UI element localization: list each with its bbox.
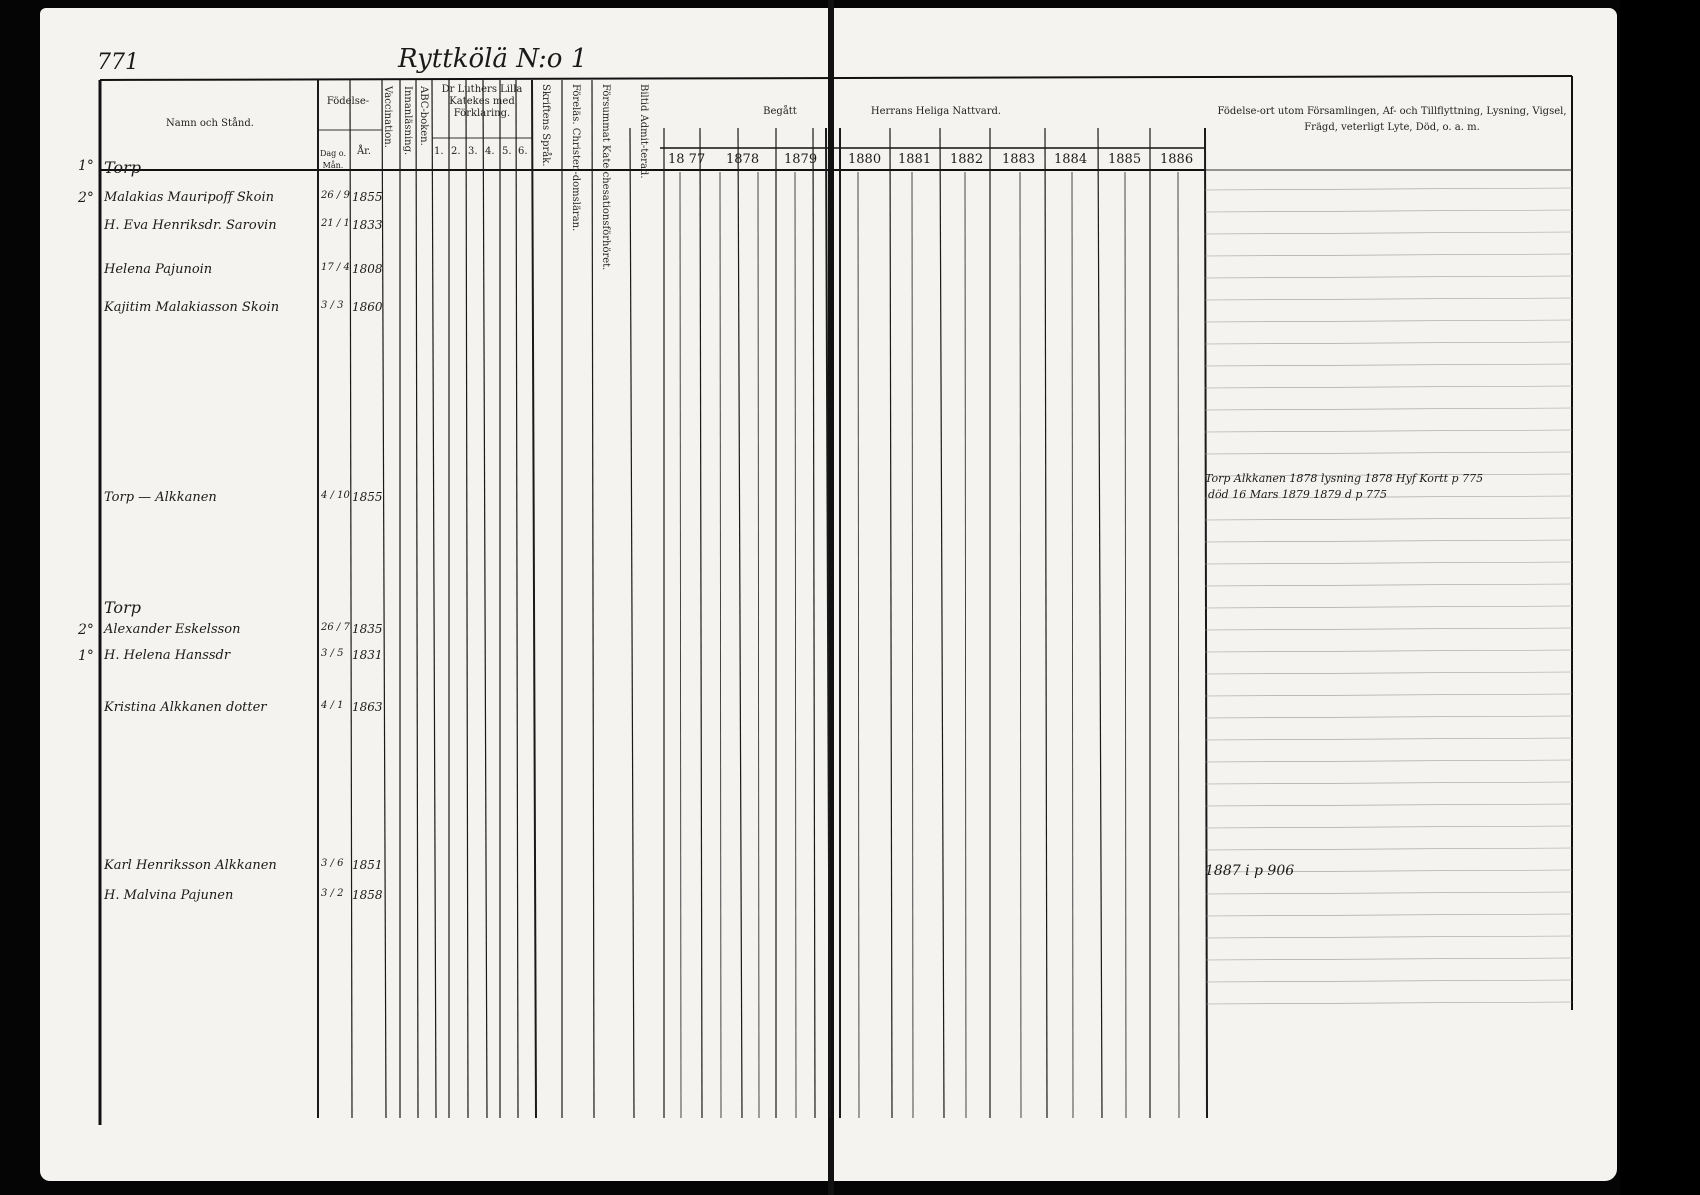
column-rule [826, 128, 830, 1118]
catechism-number: 4. [485, 146, 495, 157]
column-rule [1045, 128, 1047, 1118]
column-rule [516, 80, 518, 1118]
header-birth-day: Dag o. Mån. [319, 149, 347, 170]
year-cell: 1881 [898, 152, 932, 167]
remarks-ruled-line [1205, 386, 1572, 388]
remarks-ruled-line [1205, 210, 1572, 212]
remarks-ruled-line [1205, 628, 1572, 630]
remarks-ruled-line [1205, 364, 1572, 366]
column-rule [416, 80, 418, 1118]
subcolumn-rule [1178, 172, 1179, 1118]
entry-birth-day: 4 / 1 [321, 700, 344, 711]
entry-birth-year: 1833 [352, 218, 383, 232]
subcolumn-rule [912, 172, 913, 1118]
village-title: Ryttkölä N:o 1 [398, 44, 588, 74]
remarks-ruled-line [1205, 672, 1572, 674]
year-cell: 1885 [1108, 152, 1142, 167]
entry-name: Torp [104, 598, 141, 617]
entry-birth-year: 1858 [352, 888, 383, 902]
column-rule [532, 80, 536, 1118]
header-reading: Innanläsning. [402, 86, 413, 156]
entry-mark: 2° [78, 622, 94, 638]
catechism-number: 5. [502, 146, 512, 157]
page-number: 771 [97, 50, 139, 75]
catechism-number: 3. [468, 146, 478, 157]
year-cell: 1886 [1160, 152, 1194, 167]
remarks-ruled-line [1205, 188, 1572, 190]
subcolumn-rule [758, 172, 759, 1118]
remarks-ruled-line [1205, 826, 1572, 828]
entry-mark: 1° [78, 648, 94, 664]
column-rule [700, 128, 702, 1118]
entry-birth-day: 17 / 4 [321, 262, 350, 273]
remarks-ruled-line [1205, 958, 1572, 960]
entry-mark: 1° [78, 158, 94, 174]
column-rule [890, 128, 892, 1118]
entry-birth-year: 1860 [352, 300, 383, 314]
header-vaccination: Vaccination. [382, 86, 393, 148]
entry-birth-day: 3 / 3 [321, 300, 344, 311]
subcolumn-rule [858, 172, 859, 1118]
catechism-number: 1. [434, 146, 444, 157]
column-rule [813, 128, 815, 1118]
remarks-ruled-line [1205, 584, 1572, 586]
remarks-ruled-line [1205, 276, 1572, 278]
column-rule [350, 80, 352, 1118]
column-rule [1098, 128, 1102, 1118]
remarks-ruled-line [1205, 760, 1572, 762]
entry-birth-year: 1855 [352, 490, 383, 504]
remarks-ruled-line [1205, 452, 1572, 454]
column-rule [466, 80, 468, 1118]
entry-birth-year: 1831 [352, 648, 383, 662]
year-cell: 18 77 [668, 152, 706, 167]
header-doctrine: Föreläs. Christen-domsläran. [570, 84, 581, 232]
remark-line-2: död 16 Mars 1879 1879 d p 775 [1208, 488, 1387, 501]
entry-name: Torp — Alkkanen [104, 490, 217, 505]
header-begatt: Begått [763, 106, 797, 117]
entry-name: Kristina Alkkanen dotter [104, 700, 267, 715]
remarks-ruled-line [1205, 892, 1572, 894]
entry-mark: 2° [78, 190, 94, 206]
year-cell: 1884 [1054, 152, 1088, 167]
subcolumn-rule [680, 172, 681, 1118]
entry-birth-year: 1851 [352, 858, 383, 872]
entry-birth-year: 1855 [352, 190, 383, 204]
header-birth: Födelse- [326, 96, 370, 107]
entry-name: H. Eva Henriksdr. Sarovin [104, 218, 277, 233]
remarks-ruled-line [1205, 430, 1572, 432]
year-cell: 1880 [848, 152, 882, 167]
header-remarks: Födelse-ort utom Församlingen, Af- och Tillflyttning, Lysning, Vigsel, Frägd, veterligt Lyte, Död, o. a. m. [1217, 106, 1567, 133]
header-missed: Försummat Kate-chesationsförhöret. [600, 84, 611, 271]
entry-birth-day: 3 / 2 [321, 888, 344, 899]
remarks-ruled-line [1205, 298, 1572, 300]
entry-name: Helena Pajunoin [104, 262, 213, 277]
entry-name: Karl Henriksson Alkkanen [104, 858, 277, 873]
entry-birth-day: 3 / 5 [321, 648, 344, 659]
column-rule [738, 128, 742, 1118]
remarks-ruled-line [1205, 936, 1572, 938]
entry-birth-day: 26 / 7 [321, 622, 350, 633]
column-rule [592, 80, 594, 1118]
entry-birth-year: 1835 [352, 622, 383, 636]
frame-top [100, 76, 1572, 80]
entry-birth-day: 3 / 6 [321, 858, 344, 869]
remarks-ruled-line [1205, 914, 1572, 916]
remark-line-3: 1887 i p 906 [1205, 863, 1295, 879]
year-cell: 1883 [1002, 152, 1036, 167]
remarks-ruled-line [1205, 848, 1572, 850]
remarks-ruled-line [1205, 606, 1572, 608]
remarks-ruled-line [1205, 650, 1572, 652]
remarks-ruled-line [1205, 408, 1572, 410]
subcolumn-rule [965, 172, 966, 1118]
remarks-ruled-line [1205, 320, 1572, 322]
year-cell: 1878 [726, 152, 760, 167]
subcolumn-rule [795, 172, 796, 1118]
remarks-ruled-line [1205, 1002, 1572, 1004]
column-rule [1205, 128, 1207, 1118]
entry-name: Alexander Eskelsson [104, 622, 241, 637]
header-communion: Herrans Heliga Nattvard. [870, 106, 1002, 117]
remarks-ruled-line [1205, 232, 1572, 234]
entry-birth-day: 21 / 1 [321, 218, 350, 229]
remarks-ruled-line [1205, 562, 1572, 564]
catechism-number: 6. [518, 146, 528, 157]
subcolumn-rule [1020, 172, 1021, 1118]
remarks-ruled-line [1205, 738, 1572, 740]
remarks-ruled-line [1205, 804, 1572, 806]
remarks-ruled-line [1205, 716, 1572, 718]
entry-name: Kajitim Malakiasson Skoin [104, 300, 280, 315]
entry-name: H. Helena Hanssdr [104, 648, 231, 663]
entry-birth-day: 4 / 10 [321, 490, 350, 501]
entry-birth-day: 26 / 9 [321, 190, 350, 201]
entry-name: Torp [104, 158, 141, 177]
remarks-ruled-line [1205, 540, 1572, 542]
column-rule [940, 128, 944, 1118]
entry-name: Malakias Mauripoff Skoin [104, 190, 274, 205]
remarks-ruled-line [1205, 254, 1572, 256]
column-rule [630, 128, 634, 1118]
header-abc: ABC-boken. [418, 86, 429, 146]
remark-line-1: Torp Alkkanen 1878 lysning 1878 Hyf Kortt p 775 [1205, 472, 1484, 485]
column-rule [382, 80, 386, 1118]
entry-name: H. Malvina Pajunen [104, 888, 234, 903]
header-name: Namn och Stånd. [166, 118, 254, 129]
year-cell: 1882 [950, 152, 984, 167]
header-scripture: Skriftens Språk. [540, 84, 551, 167]
column-rule [483, 80, 487, 1118]
header-admitted: Biltid Admit-terad. [638, 84, 649, 179]
year-cell: 1879 [784, 152, 818, 167]
remarks-ruled-line [1205, 518, 1572, 520]
header-catechism: Dr Luthers Lilla Katekes med Förklaring. [441, 84, 523, 119]
entry-birth-year: 1863 [352, 700, 383, 714]
remarks-ruled-line [1205, 980, 1572, 982]
subcolumn-rule [1125, 172, 1126, 1118]
catechism-number: 2. [451, 146, 461, 157]
subcolumn-rule [1072, 172, 1073, 1118]
entry-birth-year: 1808 [352, 262, 383, 276]
column-rule [432, 80, 436, 1118]
remarks-ruled-line [1205, 342, 1572, 344]
header-birth-year: År. [356, 146, 372, 157]
remarks-ruled-line [1205, 782, 1572, 784]
subcolumn-rule [720, 172, 721, 1118]
remarks-ruled-line [1205, 694, 1572, 696]
